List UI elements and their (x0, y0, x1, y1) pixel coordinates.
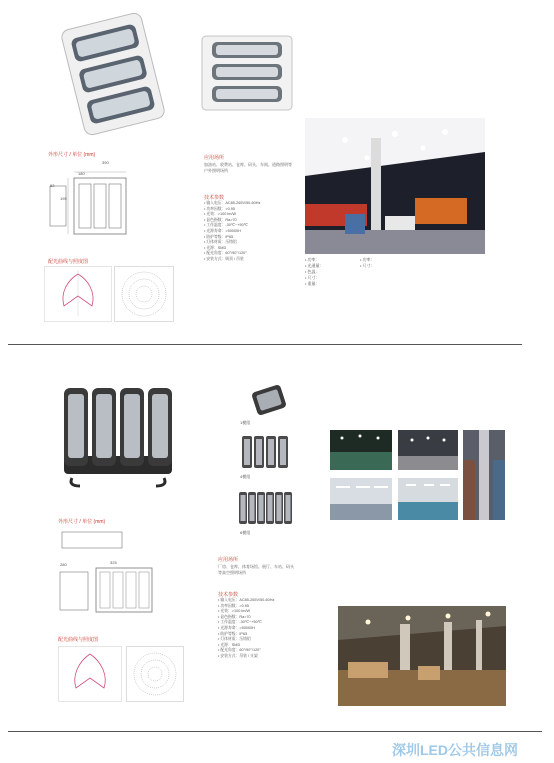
product-photo-highbay-4module (58, 380, 178, 490)
application-photo-factory (330, 478, 392, 520)
dim-value-1: 180 (78, 171, 85, 176)
dim-value-s2-2: 325 (110, 560, 117, 565)
photo-caption-col1: • 功率： • 光通量： • 色温： • 尺寸： • 重量： (305, 257, 324, 286)
spec-item: • 光效：>100 lm/W (204, 212, 237, 217)
application-photo-hall (398, 430, 458, 470)
illuminance-diagram-2 (126, 646, 184, 702)
spec-item: • 配光角度：60°/90°/120° (204, 251, 247, 256)
module-caption-6: 6模组 (240, 530, 251, 535)
spec-item: • 功率因数：>0.95 (204, 206, 235, 211)
application-text2-line1: 厂房、仓库、体育场馆、展厅、车站、码头 (218, 564, 294, 569)
spec-item: • 安装方式：吸顶 / 吊装 (204, 256, 244, 261)
section-divider (8, 344, 522, 345)
spec-title-2: 技术参数 (218, 592, 239, 598)
application-photo-store (398, 478, 458, 520)
application-text-line2: 户外照明场所 (204, 168, 228, 173)
application-text2-line2: 等高空照明场所 (218, 570, 246, 575)
light-distribution-label-2: 配光曲线与照度图 (58, 637, 99, 643)
dim-value-3: 62 (50, 183, 55, 188)
spec-item: • 工作温度：-30℃~+50℃ (204, 223, 249, 228)
application-title: 应用场所 (204, 155, 225, 161)
watermark: 深圳LED公共信息网 (392, 742, 518, 758)
illuminance-diagram (114, 266, 174, 322)
light-distribution-label: 配光曲线与照度图 (48, 259, 89, 265)
module-caption-1: 1模组 (240, 420, 251, 425)
dimension-label: 外形尺寸 / 单位 (mm) (48, 152, 96, 158)
spec-list-2 (218, 598, 274, 660)
spec-item: • 防护等级：IP65 (218, 631, 248, 636)
spec-item: • 工作温度：-30℃~+50℃ (218, 620, 263, 625)
spec-item: • 输入电压：AC85-265V/50-60Hz (218, 598, 275, 602)
dim-value-4: 390 (102, 160, 109, 165)
dimension-drawing-2 (52, 526, 162, 616)
spec-item: • 安装方式：吊装 / 支架 (218, 653, 258, 658)
module-caption-4: 4模组 (240, 474, 251, 479)
spec-item: • 输入电压：AC85-265V/50-60Hz (204, 201, 261, 205)
spec-title: 技术参数 (204, 195, 225, 201)
spec-item: • 光源：SMD (204, 245, 227, 250)
dim-value-2: 195 (60, 196, 67, 201)
spec-item: • 灯体材质：压铸铝 (218, 637, 251, 642)
spec-item: • 光效：>100 lm/W (218, 609, 251, 614)
application-photo-gas-station (305, 118, 485, 254)
application-photo-large-warehouse (338, 606, 506, 706)
spec-item: • 防护等级：IP65 (204, 234, 234, 239)
spec-item: • 光源：SMD (218, 642, 241, 647)
spec-item: • 灯体材质：压铸铝 (204, 240, 237, 245)
spec-item: • 功率因数：>0.95 (218, 603, 249, 608)
spec-item: • 配光角度：60°/90°/120° (218, 648, 261, 653)
product-photo-floodlight-front (198, 32, 296, 114)
module-photo-1 (246, 382, 292, 418)
spec-item: • 显色指数：Ra>70 (218, 614, 251, 619)
dimension-label-2: 外形尺寸 / 单位 (mm) (58, 519, 106, 525)
module-photo-6 (238, 488, 292, 528)
polar-curve-diagram-2 (58, 646, 122, 702)
application-text-line1: 加油站、收费站、仓库、码头、车间、道路照明等 (204, 162, 292, 167)
dim-value-s2-1: 280 (60, 562, 67, 567)
photo-caption-col2: • 功率： • 尺寸： (360, 257, 375, 268)
spec-item: • 显色指数：Ra>70 (204, 217, 237, 222)
spec-item: • 光源寿命：>50000H (204, 228, 241, 233)
application-title-2: 应用场所 (218, 557, 239, 563)
spec-item: • 光源寿命：>50000H (218, 625, 255, 630)
application-photo-warehouse-aisle (463, 430, 505, 520)
product-photo-floodlight-3module (58, 12, 168, 137)
section-divider-bottom (8, 731, 542, 732)
application-photo-gym (330, 430, 392, 470)
spec-list (204, 201, 260, 263)
dimension-drawing (44, 160, 134, 240)
module-photo-4 (240, 432, 288, 472)
polar-curve-diagram (44, 266, 112, 322)
